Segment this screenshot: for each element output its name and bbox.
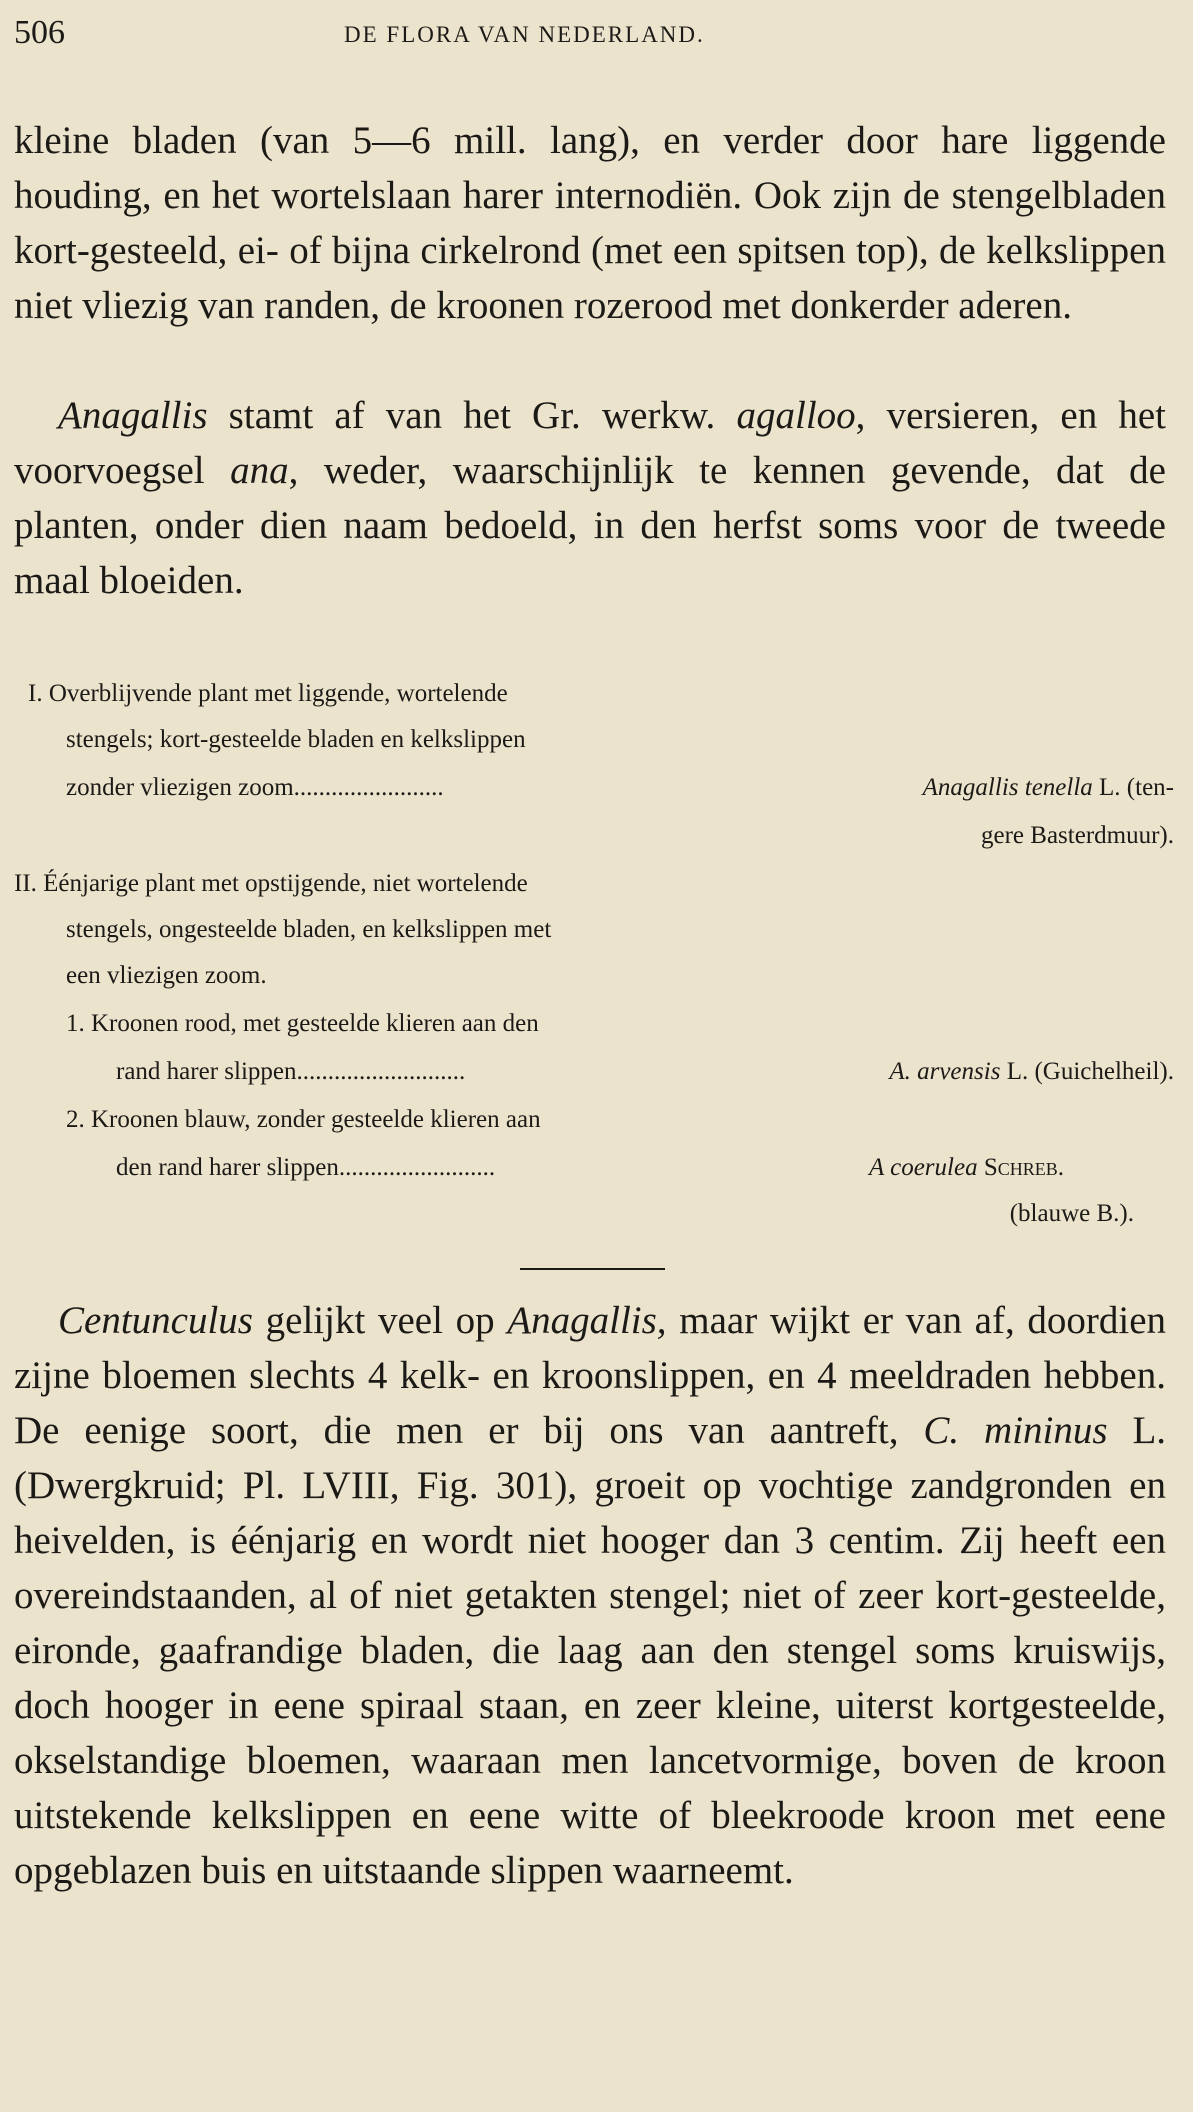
section-divider bbox=[520, 1268, 665, 1270]
key-1-result: A. arvensis L. (Guichelheil). bbox=[889, 1058, 1174, 1085]
key-2-common-name: (blauwe B.). bbox=[1009, 1200, 1134, 1227]
running-title: DE FLORA VAN NEDERLAND. bbox=[344, 22, 705, 47]
genus-anagallis: Anagallis bbox=[58, 394, 208, 437]
key-1-line-1: 1. Kroonen rood, met gesteelde klieren aan den bbox=[66, 1010, 539, 1037]
key-II-line-1: II. Éénjarige plant met opstijgende, niet wortelende bbox=[14, 870, 528, 897]
species-tenella: Anagallis tenella bbox=[922, 774, 1093, 801]
page-header bbox=[14, 14, 1179, 54]
paragraph-2: Anagallis stamt af van het Gr. werkw. agalloo, versieren, en het voorvoegsel ana, weder, waarschijnlijk te kennen gevende, dat de planten, onder dien naam bedoeld, in den herfst soms voor de tweede maal bloeiden. bbox=[14, 394, 1167, 602]
species-mininus: C. mininus bbox=[923, 1409, 1108, 1452]
prefix-ana: ana bbox=[230, 449, 289, 492]
key-I-line-3: zonder vliezigen zoom........................ bbox=[66, 774, 444, 801]
key-I-line-4: gere Basterdmuur). bbox=[981, 822, 1174, 849]
page-number: 506 bbox=[14, 14, 65, 51]
identification-key bbox=[14, 680, 1174, 1240]
key-I-line-1: I. Overblijvende plant met liggende, wortelende bbox=[28, 680, 508, 707]
key-2-result: A coerulea Schreb. bbox=[869, 1154, 1064, 1181]
key-2-line-2: den rand harer slippen......................... bbox=[116, 1154, 496, 1181]
species-arvensis: A. arvensis bbox=[889, 1058, 1001, 1085]
key-II-line-2: stengels, ongesteelde bladen, en kelkslippen met bbox=[66, 916, 552, 943]
paragraph-1 bbox=[14, 113, 1166, 333]
key-II-line-3: een vliezigen zoom. bbox=[66, 962, 267, 989]
species-coerulea: A coerulea bbox=[869, 1154, 978, 1181]
paragraph-3: Centunculus gelijkt veel op Anagallis, maar wijkt er van af, doordien zijne bloemen slechts 4 kelk- en kroonslippen, en 4 meeldraden hebben. De eenige soort, die men er bij ons van aantreft, C. mininus L. (Dwergkruid; Pl. LVIII, Fig. 301), groeit op vochtige zandgronden en heivelden, is éénjarig en wordt niet hooger dan 3 centim. Zij heeft een overeindstaanden, al of niet getakten stengel; niet of zeer kort-gesteelde, eironde, gaafrandige bladen, die laag aan den stengel soms kruiswijs, doch hooger in eene spiraal staan, en zeer kleine, uiterst kortgesteelde, okselstandige bloemen, waaraan men lancetvormige, boven de kroon uitstekende kelkslippen en eene witte of bleekroode kroon met eene opgeblazen buis en uitstaande slippen waarneemt. bbox=[14, 1299, 1167, 1892]
paragraph-1-text: kleine bladen (van 5—6 mill. lang), en verder door hare liggende houding, en het wortelslaan harer internodiën. Ook zijn de stengelbladen kort-gesteeld, ei- of bijna cirkelrond (met een spitsen top), de kelkslippen niet vliezig van randen, de kroonen rozerood met donkerder aderen. bbox=[14, 119, 1166, 327]
greek-agalloo: agalloo bbox=[736, 394, 856, 437]
key-1-line-2: rand harer slippen........................... bbox=[116, 1058, 466, 1085]
genus-centunculus: Centunculus bbox=[58, 1299, 253, 1342]
key-I-result: Anagallis tenella L. (ten- bbox=[922, 774, 1174, 801]
key-2-line-1: 2. Kroonen blauw, zonder gesteelde klieren aan bbox=[66, 1106, 541, 1133]
key-I-line-2: stengels; kort-gesteelde bladen en kelkslippen bbox=[66, 726, 526, 753]
genus-anagallis-ref: Anagallis, bbox=[507, 1299, 667, 1342]
